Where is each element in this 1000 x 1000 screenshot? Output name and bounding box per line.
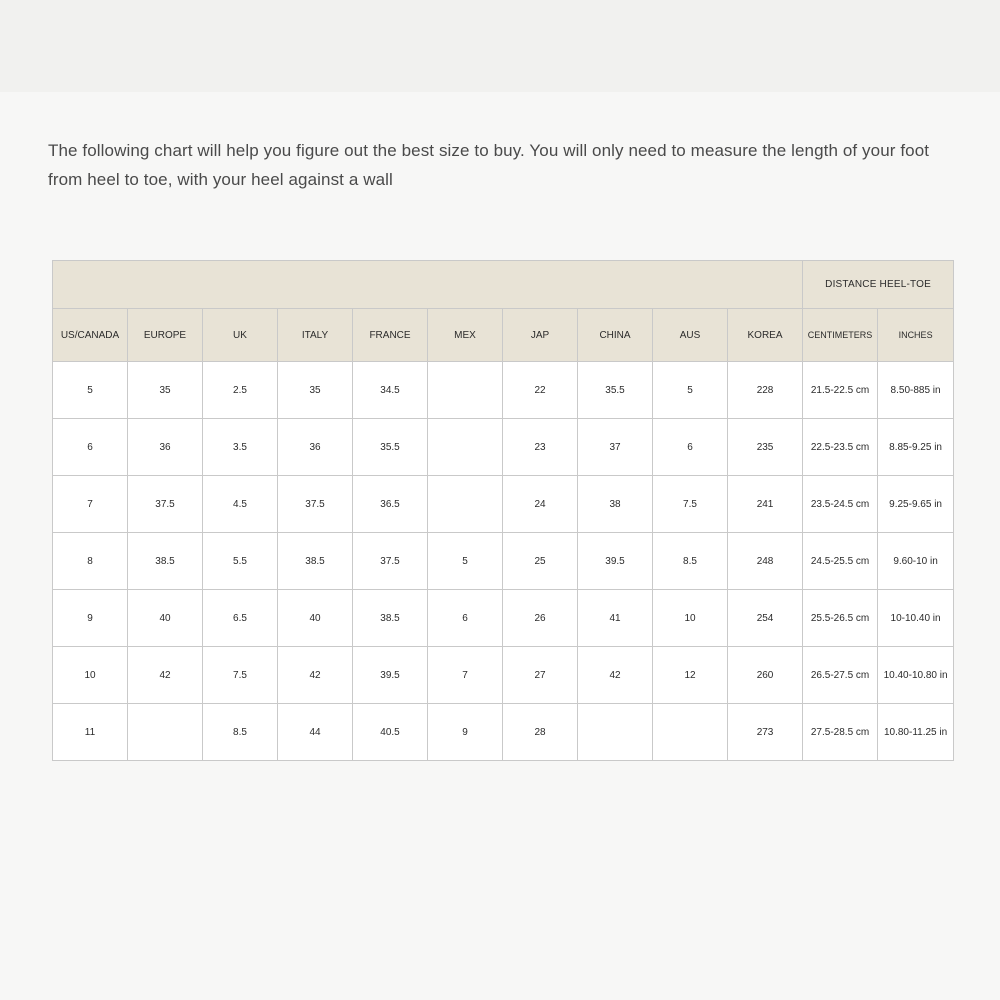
table-cell: 10.80-11.25 in: [878, 704, 954, 761]
table-cell: 41: [578, 590, 653, 647]
table-cell: 7.5: [203, 647, 278, 704]
table-cell: 6: [653, 419, 728, 476]
column-header-uk: UK: [203, 309, 278, 362]
table-cell: 37.5: [278, 476, 353, 533]
table-cell: 10: [653, 590, 728, 647]
table-cell: 5: [428, 533, 503, 590]
table-cell: 25: [503, 533, 578, 590]
table-cell: 10.40-10.80 in: [878, 647, 954, 704]
group-header-row: [53, 261, 954, 309]
table-cell: 9: [428, 704, 503, 761]
column-header-europe: EUROPE: [128, 309, 203, 362]
table-cell: 37: [578, 419, 653, 476]
table-cell: 248: [728, 533, 803, 590]
table-cell: 254: [728, 590, 803, 647]
table-cell: 8.85-9.25 in: [878, 419, 954, 476]
table-cell: 6: [53, 419, 128, 476]
column-header-china: CHINA: [578, 309, 653, 362]
table-cell: 235: [728, 419, 803, 476]
table-row: [53, 419, 954, 476]
table-cell: 36: [278, 419, 353, 476]
table-cell: 260: [728, 647, 803, 704]
table-cell: 21.5-22.5 cm: [803, 362, 878, 419]
table-cell: 10: [53, 647, 128, 704]
table-cell: 7: [53, 476, 128, 533]
table-cell: 39.5: [353, 647, 428, 704]
table-cell: 23: [503, 419, 578, 476]
table-cell: 36: [128, 419, 203, 476]
table-cell: 39.5: [578, 533, 653, 590]
table-cell: 10-10.40 in: [878, 590, 954, 647]
distance-heel-toe-header: DISTANCE HEEL-TOE: [803, 261, 954, 309]
table-cell: 35.5: [353, 419, 428, 476]
table-cell: 35: [278, 362, 353, 419]
table-cell: 9: [53, 590, 128, 647]
table-row: [53, 704, 954, 761]
table-cell: 42: [278, 647, 353, 704]
table-cell: 7: [428, 647, 503, 704]
table-cell: 12: [653, 647, 728, 704]
table-cell: 8.5: [653, 533, 728, 590]
table-cell: 24.5-25.5 cm: [803, 533, 878, 590]
table-cell: 34.5: [353, 362, 428, 419]
table-cell: 5: [53, 362, 128, 419]
table-cell: 26.5-27.5 cm: [803, 647, 878, 704]
table-row: [53, 533, 954, 590]
table-row: [53, 590, 954, 647]
table-cell: 38: [578, 476, 653, 533]
table-cell: 44: [278, 704, 353, 761]
table-cell: 22: [503, 362, 578, 419]
group-header-spacer: [53, 261, 803, 309]
column-header-italy: ITALY: [278, 309, 353, 362]
table-cell: 241: [728, 476, 803, 533]
table-cell: 36.5: [353, 476, 428, 533]
table-cell: 2.5: [203, 362, 278, 419]
table-cell: 228: [728, 362, 803, 419]
table-cell: 35.5: [578, 362, 653, 419]
table-cell: 42: [128, 647, 203, 704]
table-cell: 8: [53, 533, 128, 590]
table-cell: 26: [503, 590, 578, 647]
table-cell: 273: [728, 704, 803, 761]
table-cell: 35: [128, 362, 203, 419]
table-row: [53, 647, 954, 704]
table-cell: 25.5-26.5 cm: [803, 590, 878, 647]
column-header-centimeters: CENTIMETERS: [803, 309, 878, 362]
table-cell: 38.5: [278, 533, 353, 590]
table-cell: 37.5: [353, 533, 428, 590]
table-cell: 8.5: [203, 704, 278, 761]
table-cell: 40: [128, 590, 203, 647]
table-cell: 27: [503, 647, 578, 704]
table-cell: [653, 704, 728, 761]
table-cell: 40: [278, 590, 353, 647]
table-cell: 6: [428, 590, 503, 647]
table-cell: 11: [53, 704, 128, 761]
column-header-korea: KOREA: [728, 309, 803, 362]
column-header-inches: INCHES: [878, 309, 954, 362]
table-cell: 23.5-24.5 cm: [803, 476, 878, 533]
column-header-aus: AUS: [653, 309, 728, 362]
table-cell: 9.60-10 in: [878, 533, 954, 590]
table-cell: 8.50-885 in: [878, 362, 954, 419]
table-cell: [428, 362, 503, 419]
column-header-jap: JAP: [503, 309, 578, 362]
table-row: [53, 362, 954, 419]
table-cell: 24: [503, 476, 578, 533]
table-cell: 4.5: [203, 476, 278, 533]
table-cell: [578, 704, 653, 761]
column-header-us-canada: US/CANADA: [53, 309, 128, 362]
table-cell: 3.5: [203, 419, 278, 476]
table-cell: 9.25-9.65 in: [878, 476, 954, 533]
table-cell: 37.5: [128, 476, 203, 533]
table-cell: 27.5-28.5 cm: [803, 704, 878, 761]
table-cell: 5: [653, 362, 728, 419]
table-cell: 7.5: [653, 476, 728, 533]
table-cell: 38.5: [353, 590, 428, 647]
table-cell: [128, 704, 203, 761]
table-cell: [428, 476, 503, 533]
intro-text: The following chart will help you figure out the best size to buy. You will only need to measure the length of your foot from heel to toe, with your heel against a wall: [48, 141, 930, 189]
table-cell: 42: [578, 647, 653, 704]
table-cell: 5.5: [203, 533, 278, 590]
table-cell: 6.5: [203, 590, 278, 647]
table-cell: 40.5: [353, 704, 428, 761]
table-cell: [428, 419, 503, 476]
column-header-france: FRANCE: [353, 309, 428, 362]
table-cell: 28: [503, 704, 578, 761]
table-cell: 22.5-23.5 cm: [803, 419, 878, 476]
top-band: [0, 0, 1000, 92]
table-row: [53, 476, 954, 533]
size-chart-body: [53, 362, 954, 761]
column-header-row: [53, 309, 954, 362]
column-header-mex: MEX: [428, 309, 503, 362]
table-cell: 38.5: [128, 533, 203, 590]
size-chart-table: [52, 260, 954, 761]
